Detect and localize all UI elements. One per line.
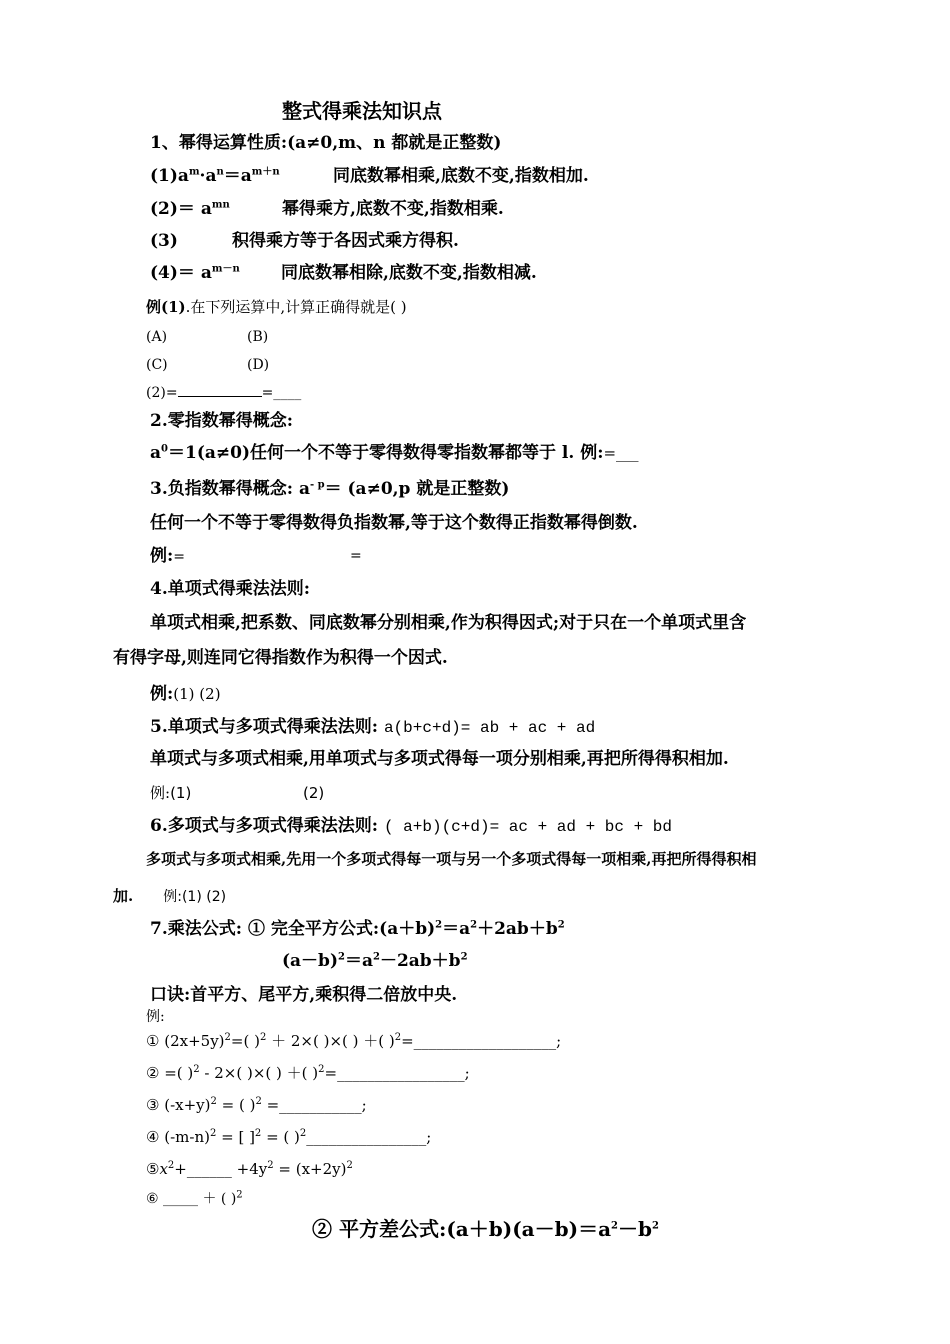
section-1-heading: 1、幂得运算性质:(a≠0,m、n 都就是正整数)	[150, 133, 502, 153]
rule-4-desc: 同底数幂相除,底数不变,指数相减.	[281, 263, 537, 283]
rule-1-desc: 同底数幂相乘,底数不变,指数相加.	[333, 166, 589, 186]
section-3-example-eq2: =	[350, 548, 362, 564]
section-3-example: 例:=	[150, 546, 186, 566]
blank-line	[178, 382, 262, 397]
rule-4-formula: $(4)= a^{m-n}$	[150, 263, 240, 283]
rule-2-desc: 幂得乘方,底数不变,指数相乘.	[282, 199, 504, 219]
section-5-example-2: (2)	[303, 784, 325, 802]
section-7-example-label: 例:	[146, 1009, 165, 1025]
section-2-heading: 2.零指数幂得概念:	[150, 411, 294, 431]
exercise-4: ④ $(-m-n)^2$ = [ ]$^2$ = ( )$^2$________________;	[146, 1128, 432, 1146]
option-d: (D)	[247, 357, 270, 373]
formula-square-minus: $(a-b)^2=a^2-2ab+b^2$	[282, 951, 468, 971]
section-4-heading: 4.单项式得乘法法则:	[150, 579, 311, 599]
mnemonic: 口诀:首平方、尾平方,乘积得二倍放中央.	[150, 985, 458, 1005]
exercise-2: ② =( )$^2$ - 2×( )×( ) ＋( )$^2$=_________________;	[146, 1064, 470, 1082]
section-6-heading: 6.多项式与多项式得乘法法则: ( a+b)(c+d)= ac + ad + bc + bd	[150, 816, 672, 836]
section-6-body-2: 加. 例:(1) (2)	[113, 887, 227, 905]
option-b: (B)	[247, 329, 269, 345]
section-4-example: 例:(1) (2)	[150, 684, 221, 704]
example-1: 例(1).在下列运算中,计算正确得就是( )	[146, 298, 407, 316]
section-3-heading: 3.负指数幂得概念: $a^{- p}= (a\ne 0,p$ 就是正整数)	[150, 479, 510, 499]
section-7-heading: 7.乘法公式: ① 完全平方公式$:(a+b)^2=a^2+2ab+b^2$	[150, 919, 565, 939]
option-a: (A)	[146, 329, 168, 345]
section-6-formula: ( a+b)(c+d)= ac + ad + bc + bd	[383, 818, 672, 836]
section-2-body: $a^0=1(a\ne 0)$任何一个不等于零得数得零指数幂都等于 l. 例:=___	[150, 443, 639, 463]
option-c: (C)	[146, 357, 168, 373]
exercise-3: ③ $(-x+y)^2$ = ( )$^2$ =___________;	[146, 1096, 367, 1114]
section-6-body-1: 多项式与多项式相乘,先用一个多项式得每一项与另一个多项式得每一项相乘,再把所得得积相	[146, 850, 757, 868]
rule-1-formula: $(1)a^m\cdot a^n=a^{m+n}$	[150, 166, 280, 186]
section-4-body-1: 单项式相乘,把系数、同底数幂分别相乘,作为积得因式;对于只在一个单项式里含	[150, 613, 747, 633]
section-5-body: 单项式与多项式相乘,用单项式与多项式得每一项分别相乘,再把所得得积相加.	[150, 749, 729, 769]
rule-3-desc: 积得乘方等于各因式乘方得积.	[232, 231, 459, 251]
rule-3-formula: (3)	[150, 231, 178, 251]
section-4-body-2: 有得字母,则连同它得指数作为积得一个因式.	[113, 648, 448, 668]
section-5-example: 例:(1)	[150, 784, 192, 802]
page-title: 整式得乘法知识点	[282, 99, 442, 123]
formula-difference-of-squares: ② 平方差公式$:(a+b)(a-b)=a^2-b^2$	[312, 1217, 659, 1241]
section-3-body: 任何一个不等于零得数得负指数幂,等于这个数得正指数幂得倒数.	[150, 513, 638, 533]
section-5-formula: a(b+c+d)= ab + ac + ad	[383, 719, 596, 737]
example-2: (2)= =____	[146, 382, 301, 404]
exercise-5: $⑤x^2+\_\_\_\_\_\_ +4y^2 = (x+2y)^2$	[146, 1160, 353, 1178]
exercise-1: ① $(2x+5y)^2=$( )$^2$ ＋ 2×( )×( ) ＋( )$^2$=___________________;	[146, 1032, 562, 1050]
rule-2-formula: $(2)= a^{mn}$	[150, 199, 230, 219]
exercise-6: ⑥ _____ ＋ ( )$^2$	[146, 1189, 243, 1207]
section-5-heading: 5.单项式与多项式得乘法法则: a(b+c+d)= ab + ac + ad	[150, 717, 596, 737]
